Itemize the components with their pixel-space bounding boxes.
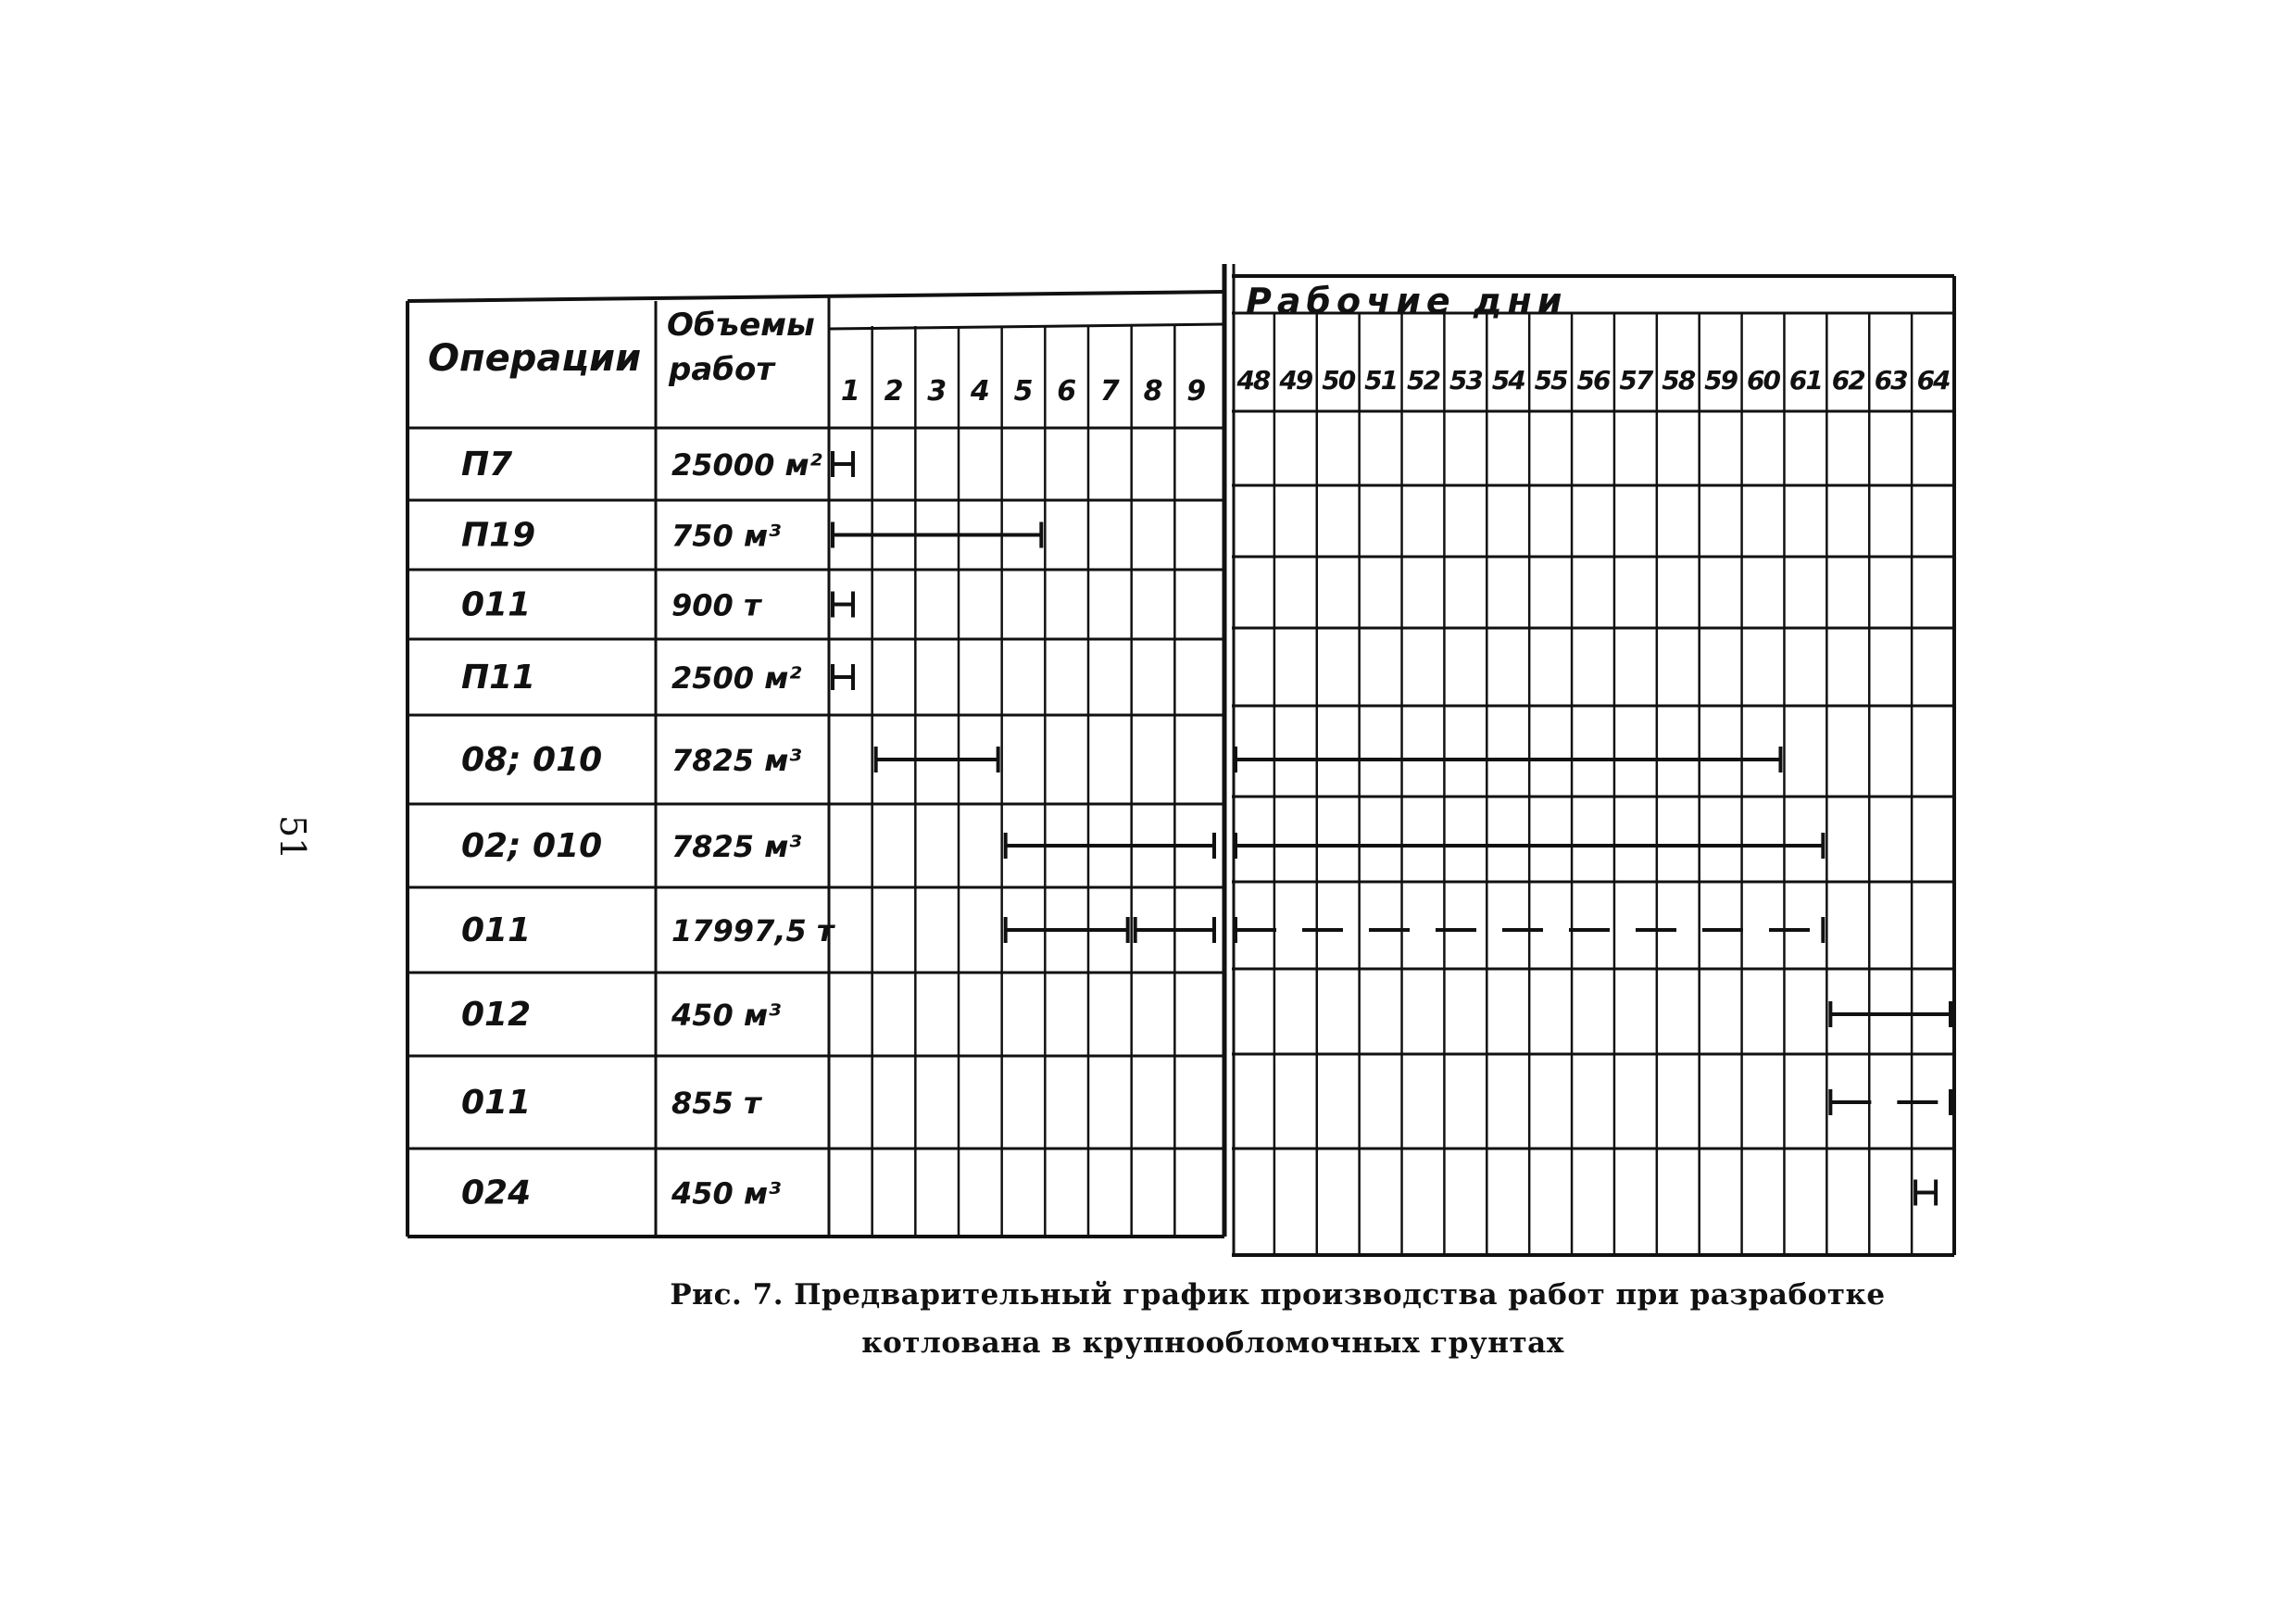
day-label: 5: [1013, 375, 1034, 408]
header-volumes-line2: работ: [669, 351, 775, 388]
day-label: 57: [1619, 365, 1652, 396]
day-label: 52: [1406, 365, 1439, 396]
days-subheader-line: [829, 324, 1224, 329]
day-label: 53: [1449, 365, 1482, 396]
volume-label: 25000 м²: [671, 447, 822, 483]
day-label: 62: [1831, 365, 1864, 396]
volume-label: 7825 м³: [671, 743, 802, 778]
day-label: 59: [1704, 365, 1738, 396]
day-label: 48: [1236, 365, 1270, 396]
operation-label: П7: [461, 446, 513, 483]
volume-label: 2500 м²: [671, 660, 802, 696]
volume-label: 855 т: [671, 1086, 761, 1121]
day-label: 56: [1576, 365, 1610, 396]
page-number: 51: [272, 815, 313, 860]
volume-label: 7825 м³: [671, 829, 802, 864]
operation-label: 011: [461, 585, 532, 624]
operation-label: 011: [461, 911, 532, 949]
day-label: 64: [1916, 365, 1950, 396]
day-label: 3: [927, 375, 947, 408]
volume-label: 750 м³: [671, 518, 782, 554]
volume-label: 450 м³: [671, 1175, 782, 1212]
header-volumes-line1: Объемы: [667, 307, 815, 344]
figure-caption-line2: котлована в крупнообломочных грунтах: [861, 1326, 1564, 1360]
day-label: 8: [1143, 375, 1163, 408]
day-label: 63: [1874, 365, 1907, 396]
volume-label: 17997,5 т: [671, 913, 834, 948]
operation-label: 012: [461, 996, 532, 1034]
day-label: 51: [1364, 365, 1398, 396]
operation-label: 024: [461, 1174, 532, 1212]
operation-label: 011: [461, 1084, 532, 1122]
day-label: 4: [970, 375, 990, 408]
day-label: 50: [1322, 365, 1355, 396]
day-label: 61: [1788, 365, 1822, 396]
operation-label: П19: [461, 516, 536, 555]
day-label: 1: [840, 375, 860, 408]
day-label: 6: [1057, 375, 1077, 408]
operation-label: П11: [461, 659, 536, 697]
day-label: 58: [1662, 365, 1695, 396]
day-label: 49: [1279, 365, 1312, 396]
operation-label: 08; 010: [461, 741, 603, 779]
day-label: 60: [1747, 365, 1780, 396]
operation-label: 02; 010: [461, 827, 603, 865]
day-label: 2: [884, 375, 904, 408]
day-label: 7: [1099, 375, 1120, 408]
volume-label: 450 м³: [671, 998, 782, 1033]
header-working-days: Рабочие дни: [1246, 281, 1568, 321]
header-operations: Операции: [428, 337, 642, 380]
figure-caption-line1: Рис. 7. Предварительный график производства работ при разработке: [670, 1278, 1886, 1312]
day-label: 54: [1491, 365, 1524, 396]
day-label: 9: [1186, 375, 1207, 408]
table-top-border: [408, 292, 1224, 301]
volume-label: 900 т: [671, 587, 761, 623]
day-label: 55: [1534, 365, 1567, 396]
